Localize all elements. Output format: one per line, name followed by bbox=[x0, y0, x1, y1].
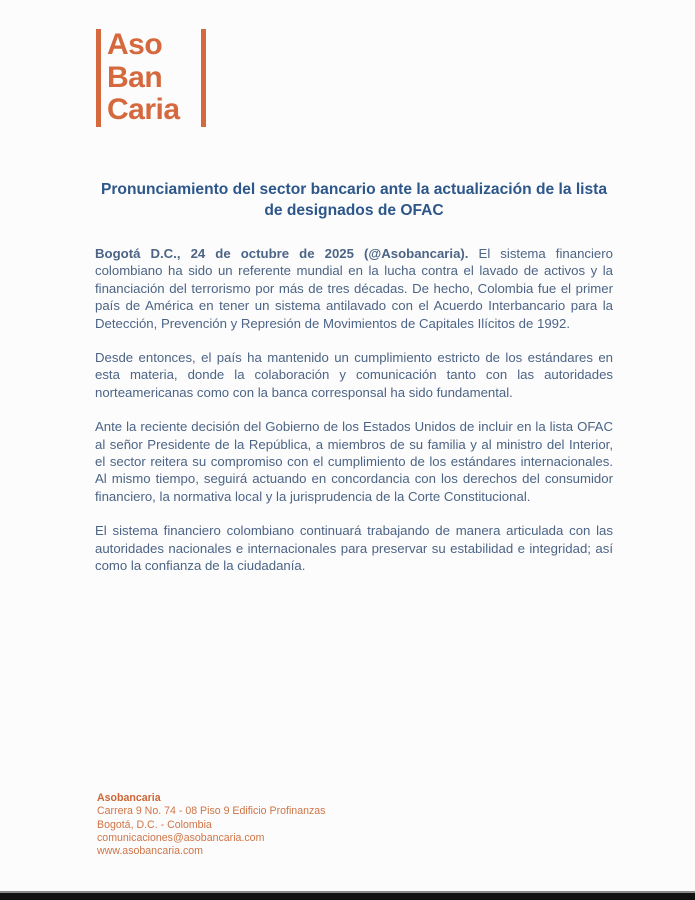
footer-address-line1: Carrera 9 No. 74 - 08 Piso 9 Edificio Profinanzas bbox=[97, 805, 326, 818]
body-text bbox=[95, 245, 613, 592]
paragraph-1-dateline: Bogotá D.C., 24 de octubre de 2025 (@Asobancaria). bbox=[95, 246, 469, 261]
page-title: Pronunciamiento del sector bancario ante la actualización de la lista de designados de OFAC bbox=[100, 181, 608, 219]
asobancaria-logo bbox=[96, 29, 206, 127]
paragraph-4: El sistema financiero colombiano continuará trabajando de manera articulada con las autoridades nacionales e internacionales para preservar su estabilidad e integridad; así como la confianza de la ciudadanía. bbox=[95, 523, 613, 574]
logo-line-1: Aso bbox=[107, 28, 163, 61]
scan-edge-bar bbox=[0, 891, 695, 900]
footer-contact-block bbox=[97, 792, 325, 858]
logo-wordmark bbox=[107, 29, 195, 127]
footer-website: www.asobancaria.com bbox=[97, 845, 203, 858]
logo-left-bar bbox=[96, 29, 101, 127]
logo-line-2: Ban bbox=[107, 60, 163, 94]
paragraph-3: Ante la reciente decisión del Gobierno de los Estados Unidos de incluir en la lista OFAC al señor Presidente de la República, a miembros de su familia y al ministro del Interior, el sector reitera su compromiso con el cumplimiento de los estándares internacionales. Al mismo tiempo, seguirá actuando en concordancia con los derechos del consumidor financiero, la normativa local y la jurisprudencia de la Corte Constitucional. bbox=[95, 419, 613, 504]
footer-email: comunicaciones@asobancaria.com bbox=[97, 831, 265, 844]
footer-org-name: Asobancaria bbox=[97, 792, 161, 804]
paragraph-1: Bogotá D.C., 24 de octubre de 2025 (@Asobancaria). El sistema financiero colombiano ha sido un referente mundial en la lucha contra el lavado de activos y la financiación del terrorismo por más de tres décadas. De hecho, Colombia fue el primer país de América en tener un sistema antilavado con el Acuerdo Interbancario para la Detección, Prevención y Represión de Movimientos de Capitales Ilícitos de 1992. bbox=[95, 246, 613, 331]
footer-address-line2: Bogotá, D.C. - Colombia bbox=[97, 818, 212, 831]
paragraph-2: Desde entonces, el país ha mantenido un cumplimiento estricto de los estándares en esta materia, donde la colaboración y comunicación tanto con las autoridades norteamericanas como con la banca corresponsal ha sido fundamental. bbox=[95, 350, 613, 400]
logo-right-bar bbox=[201, 29, 206, 127]
logo-line-3: Caria bbox=[107, 93, 180, 126]
